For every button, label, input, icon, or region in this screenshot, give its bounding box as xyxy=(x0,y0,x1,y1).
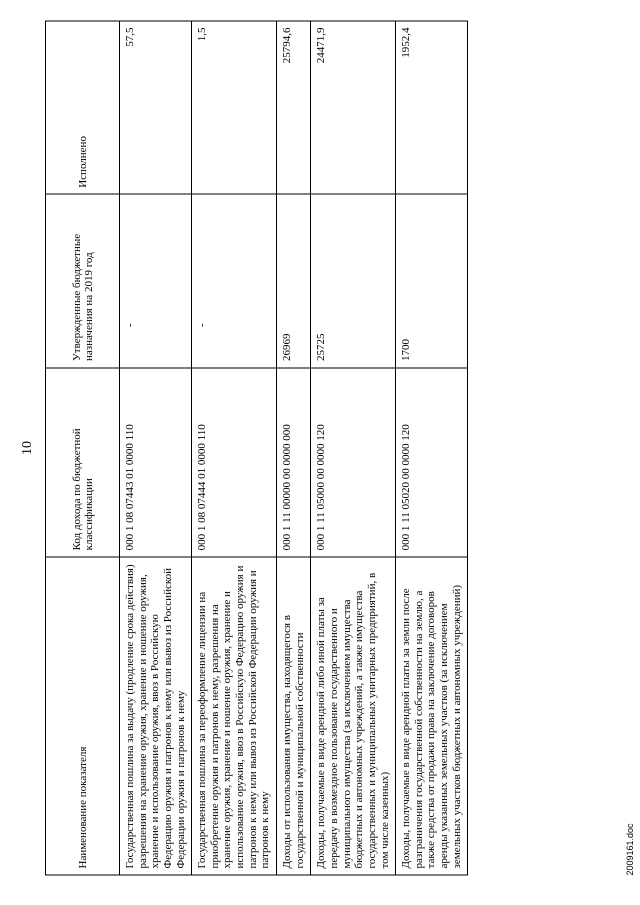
cell-code: 000 1 11 05020 00 0000 120 xyxy=(396,367,468,556)
cell-executed: 25794,6 xyxy=(277,21,311,194)
table-row-0 xyxy=(120,21,192,875)
report-table xyxy=(45,20,468,875)
cell-code: 000 1 11 05000 00 0000 120 xyxy=(311,367,396,556)
table-header-row xyxy=(46,21,120,875)
cell-code: 000 1 11 00000 00 0000 000 xyxy=(277,367,311,556)
header-code: Код дохода по бюджетной классификации xyxy=(46,367,120,556)
cell-approved: 26969 xyxy=(277,194,311,367)
cell-approved: 25725 xyxy=(311,194,396,367)
table-row-1 xyxy=(192,21,277,875)
cell-name: Доходы, получаемые в виде арендной платы за земли после разграничения государственной собственности на землю, а также средства от продажи права на заключение договоров аренды указанных земельных участков (за исключением земельных участков бюджетных и автономных учреждений) xyxy=(396,556,468,874)
header-approved: Утвержденные бюджетные назначения на 2019 год xyxy=(46,194,120,367)
page-number: 10 xyxy=(20,440,35,455)
cell-code: 000 1 08 07443 01 0000 110 xyxy=(120,367,192,556)
cell-name: Государственная пошлина за выдачу (продление срока действия) разрешения на хранение оружия, хранение и ношение оружия, хранение и использование оружия, ввоз в Российскую Федерацию оружия и патронов к нему или вывоз из Российской Федерации оружия и патронов к нему xyxy=(120,556,192,874)
cell-name: Государственная пошлина за переоформление лицензии на приобретение оружия и патронов к нему, разрешения на хранение оружия, хранение и ношение оружия, хранение и использование оружия, ввоз в Российскую Федерацию оружия и патронов к нему или вывоз из Российской Федерации оружия и патронов к нему xyxy=(192,556,277,874)
cell-code: 000 1 08 07444 01 0000 110 xyxy=(192,367,277,556)
document-footer-code: 2009161.doc xyxy=(625,822,635,875)
cell-name: Доходы от использования имущества, находящегося в государственной и муниципальной собственности xyxy=(277,556,311,874)
cell-executed: 57,5 xyxy=(120,21,192,194)
header-executed: Исполнено xyxy=(46,21,120,194)
cell-executed: 1952,4 xyxy=(396,21,468,194)
table-row-2 xyxy=(277,21,311,875)
table-row-3 xyxy=(311,21,396,875)
cell-approved: 1700 xyxy=(396,194,468,367)
header-name: Наименование показателя xyxy=(46,556,120,874)
cell-executed: 1,5 xyxy=(192,21,277,194)
cell-approved: - xyxy=(120,194,192,367)
table-row-4 xyxy=(396,21,468,875)
cell-name: Доходы, получаемые в виде арендной либо иной платы за передачу в возмездное пользование государственного и муниципального имущества (за исключением имущества бюджетных и автономных учреждений, а также имущества государственных и муниципальных унитарных предприятий, в том числе казенных) xyxy=(311,556,396,874)
cell-executed: 24471,9 xyxy=(311,21,396,194)
cell-approved: - xyxy=(192,194,277,367)
